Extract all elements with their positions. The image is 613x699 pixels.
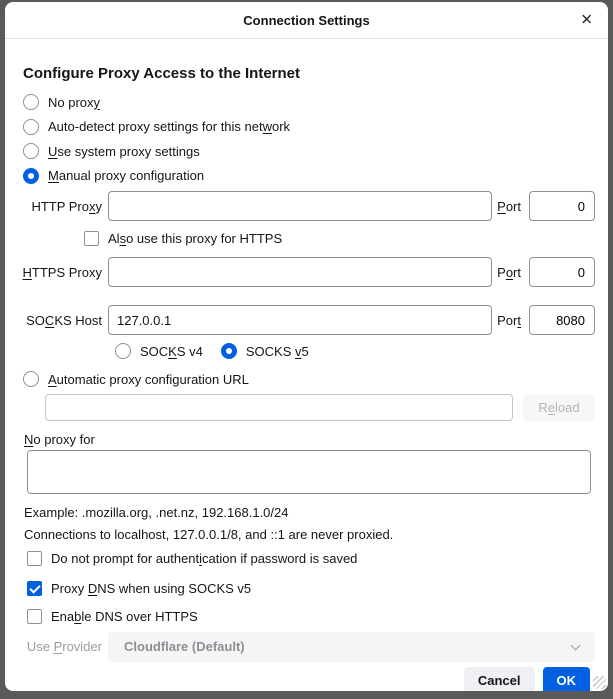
no-proxy-for-textarea[interactable] — [27, 450, 591, 494]
https-proxy-input[interactable] — [108, 257, 492, 287]
radio-icon[interactable] — [221, 343, 237, 359]
also-https-label: Also use this proxy for HTTPS — [108, 230, 283, 246]
radio-socks-v5[interactable] — [221, 342, 309, 360]
radio-no-proxy[interactable] — [18, 90, 595, 115]
radio-icon[interactable] — [115, 343, 131, 359]
checkbox-icon[interactable] — [84, 231, 99, 246]
proxy-mode-group — [18, 90, 595, 188]
socks-port-input[interactable] — [529, 305, 595, 335]
radio-socks-v4[interactable] — [115, 342, 203, 360]
doh-provider-value: Cloudflare (Default) — [124, 639, 245, 654]
doh-label: Enable DNS over HTTPS — [51, 609, 198, 624]
checkbox-icon[interactable] — [27, 609, 42, 624]
radio-no-proxy-label: No proxy — [48, 94, 101, 110]
http-port-label: Port — [497, 198, 521, 214]
radio-auto-detect[interactable] — [18, 115, 595, 140]
http-port-input[interactable] — [529, 191, 595, 221]
radio-manual-proxy-label: Manual proxy configuration — [48, 168, 205, 184]
no-prompt-auth-label: Do not prompt for authentication if password is saved — [51, 551, 358, 566]
connection-settings-dialog — [5, 2, 608, 691]
https-proxy-row — [18, 257, 595, 287]
cancel-button[interactable]: Cancel — [464, 667, 535, 692]
socks-version-group — [115, 342, 595, 360]
radio-icon[interactable] — [23, 371, 39, 387]
radio-icon[interactable] — [23, 143, 39, 159]
resize-grip[interactable] — [593, 676, 606, 689]
radio-manual-proxy[interactable] — [18, 164, 595, 189]
close-icon: ✕ — [580, 11, 593, 29]
socks-port-label: Port — [497, 312, 521, 328]
socks-v4-label: SOCKS v4 — [140, 343, 203, 359]
proxy-dns-label: Proxy DNS when using SOCKS v5 — [51, 581, 252, 596]
close-button[interactable] — [575, 10, 598, 31]
radio-icon[interactable] — [23, 94, 39, 110]
no-proxy-for-label: No proxy for — [24, 431, 95, 447]
radio-system-proxy-label: Use system proxy settings — [48, 143, 200, 159]
http-proxy-label: HTTP Proxy — [31, 198, 102, 214]
auto-url-input[interactable] — [45, 394, 513, 421]
radio-auto-url[interactable] — [18, 367, 595, 392]
socks-host-label: SOCKS Host — [26, 312, 102, 328]
doh-provider-select[interactable] — [108, 632, 595, 662]
footer-buttons — [18, 667, 590, 692]
https-port-input[interactable] — [529, 257, 595, 287]
use-provider-label: Use Provider — [26, 639, 102, 654]
ok-button[interactable]: OK — [543, 667, 591, 692]
checkbox-icon[interactable] — [27, 581, 42, 596]
radio-icon[interactable] — [23, 119, 39, 135]
dialog-title: Connection Settings — [243, 12, 370, 28]
doh-checkbox-row[interactable] — [27, 608, 595, 626]
dialog-content — [5, 39, 608, 691]
socks-host-input[interactable] — [108, 305, 492, 335]
radio-system-proxy[interactable] — [18, 139, 595, 164]
auto-url-label: Automatic proxy configuration URL — [48, 371, 249, 387]
socks-v5-label: SOCKS v5 — [245, 343, 309, 359]
localhost-note-text: Connections to localhost, 127.0.0.1/8, and ::1 are never proxied. — [24, 526, 394, 542]
https-port-label: Port — [497, 264, 521, 280]
http-proxy-input[interactable] — [108, 191, 492, 221]
radio-icon[interactable] — [23, 168, 39, 184]
doh-provider-row — [18, 632, 595, 662]
no-proxy-example-text: Example: .mozilla.org, .net.nz, 192.168.1.0/24 — [24, 504, 289, 520]
https-proxy-label: HTTPS Proxy — [22, 264, 102, 280]
proxy-dns-checkbox-row[interactable] — [27, 580, 595, 598]
page-title: Configure Proxy Access to the Internet — [23, 65, 301, 82]
socks-host-row — [18, 305, 595, 335]
auto-url-row — [45, 394, 595, 422]
radio-auto-detect-label: Auto-detect proxy settings for this network — [48, 119, 291, 135]
also-https-checkbox-row[interactable] — [84, 229, 595, 247]
titlebar — [5, 2, 608, 39]
reload-button[interactable]: Reload — [523, 394, 595, 422]
no-prompt-auth-checkbox-row[interactable] — [27, 550, 595, 568]
checkbox-icon[interactable] — [27, 551, 42, 566]
chevron-down-icon — [571, 640, 581, 650]
http-proxy-row — [18, 191, 595, 221]
